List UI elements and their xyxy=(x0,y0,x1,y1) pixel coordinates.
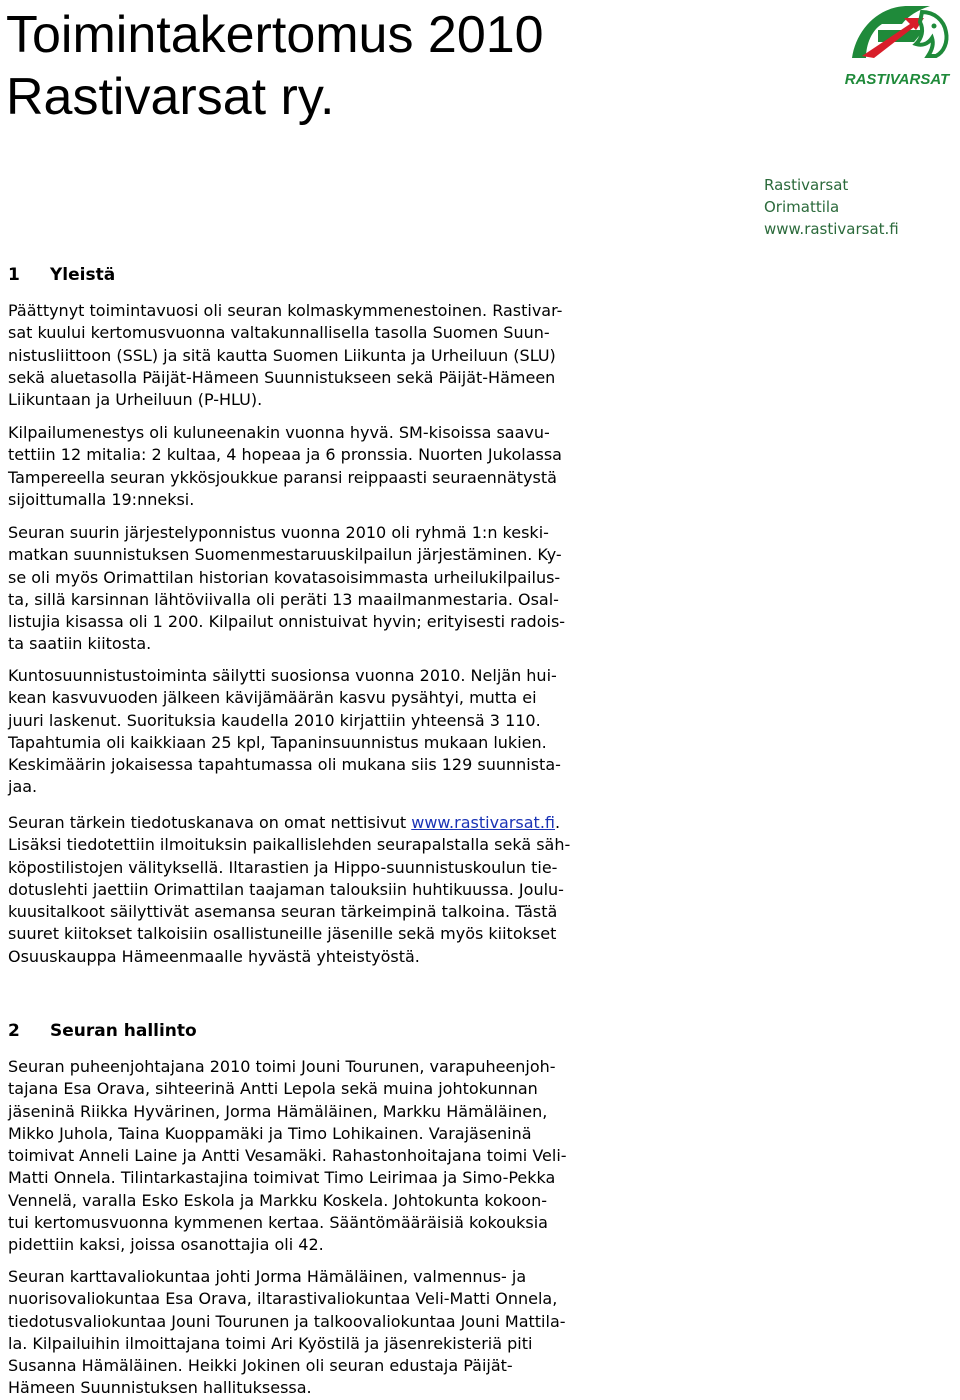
text-line: kean kasvuvuoden jälkeen kävijämäärän kasvu pysähtyi, mutta ei xyxy=(8,688,537,708)
text-line: tui kertomusvuonna kymmenen kertaa. Sääntömääräisiä kokouksia xyxy=(8,1213,548,1233)
document-title xyxy=(6,4,544,128)
text-line: Päättynyt toimintavuosi oli seuran kolmaskymmenestoinen. Rastivar- xyxy=(8,301,563,320)
rastivarsat-logo xyxy=(838,0,956,92)
text-line: pidettiin kaksi, joissa osanottajia oli 42. xyxy=(8,1235,324,1255)
text-line: kuusitalkoot säilyttivät asemansa seuran tärkeimpinä talkoina. Tästä xyxy=(8,902,558,922)
text-line: Mikko Juhola, Taina Kuoppamäki ja Timo Lohikainen. Varajäseninä xyxy=(8,1123,532,1143)
text-line: Seuran suurin järjestelyponnistus vuonna 2010 oli ryhmä 1:n keski- xyxy=(8,523,549,542)
section-2-heading xyxy=(8,1020,197,1042)
text-line: jaa. xyxy=(8,777,38,797)
text-line: Susanna Hämäläinen. Heikki Jokinen oli seuran edustaja Päijät- xyxy=(8,1356,513,1376)
contact-web: www.rastivarsat.fi xyxy=(764,220,899,238)
section-1-heading xyxy=(8,264,115,286)
text-line: Vennelä, varalla Esko Eskola ja Markku Koskela. Johtokunta kokoon- xyxy=(8,1190,547,1210)
text-line: tettiin 12 mitalia: 2 kultaa, 4 hopeaa ja 6 pronssia. Nuorten Jukolassa xyxy=(8,445,562,465)
text-line: Tapahtumia oli kaikkiaan 25 kpl, Tapaninsuunnistus mukaan lukien. xyxy=(8,732,547,752)
text-line: Seuran puheenjohtajana 2010 toimi Jouni Tourunen, varapuheenjoh- xyxy=(8,1057,556,1076)
text-line: sijoittumalla 19:nneksi. xyxy=(8,489,195,509)
section-1-paragraph-4 xyxy=(8,665,668,799)
text-line: tiedotusvaliokuntaa Jouni Tourunen ja talkoovaliokuntaa Jouni Mattila- xyxy=(8,1311,566,1331)
section-1-paragraph-3 xyxy=(8,522,668,656)
text-segment: Seuran tärkein tiedotuskanava on omat nettisivut xyxy=(8,813,412,832)
section-1-paragraph-1 xyxy=(8,300,668,411)
contact-city: Orimattila xyxy=(764,198,840,216)
website-link[interactable]: www.rastivarsat.fi xyxy=(411,813,555,832)
section-1-title: Yleistä xyxy=(50,265,116,285)
text-line: juuri laskenut. Suorituksia kaudella 2010 kirjattiin yhteensä 3 110. xyxy=(8,710,541,730)
text-line: nistusliittoon (SSL) ja sitä kautta Suomen Liikunta ja Urheiluun (SLU) xyxy=(8,345,556,365)
text-line: Keskimäärin jokaisessa tapahtumassa oli mukana siis 129 suunnista- xyxy=(8,755,561,775)
text-line: Kilpailumenestys oli kuluneenakin vuonna hyvä. SM-kisoissa saavu- xyxy=(8,423,550,442)
contact-block xyxy=(764,174,899,240)
text-line xyxy=(8,812,668,834)
text-line: tajana Esa Orava, sihteerinä Antti Lepola sekä muina johtokunnan xyxy=(8,1079,538,1099)
text-line: köpostilistojen välityksellä. Iltarastien ja Hippo-suunnistuskoulun tie- xyxy=(8,857,558,877)
section-1-paragraph-5 xyxy=(8,812,668,968)
text-line: Tampereella seuran ykkösjoukkue paransi reippaasti seuraennätystä xyxy=(8,467,557,487)
text-line: Seuran karttavaliokuntaa johti Jorma Hämäläinen, valmennus- ja xyxy=(8,1267,527,1286)
text-line: la. Kilpailuihin ilmoittajana toimi Ari Kyöstilä ja jäsenrekisteriä piti xyxy=(8,1333,533,1353)
section-2-paragraph-2 xyxy=(8,1266,668,1400)
section-2-number: 2 xyxy=(8,1021,20,1041)
text-line: se oli myös Orimattilan historian kovatasoisimmasta urheilukilpailus- xyxy=(8,567,561,587)
text-line: toimivat Anneli Laine ja Antti Vesamäki. Rahastonhoitajana toimi Veli- xyxy=(8,1146,567,1166)
title-line-2: Rastivarsat ry. xyxy=(6,68,335,126)
text-line: sat kuului kertomusvuonna valtakunnallisella tasolla Suomen Suun- xyxy=(8,323,550,343)
text-line: Liikuntaan ja Urheiluun (P-HLU). xyxy=(8,390,263,410)
logo-text: RASTIVARSAT xyxy=(844,71,950,88)
contact-org: Rastivarsat xyxy=(764,176,849,194)
text-line: jäseninä Riikka Hyvärinen, Jorma Hämäläinen, Markku Hämäläinen, xyxy=(8,1101,548,1121)
text-line: nuorisovaliokuntaa Esa Orava, iltarastivaliokuntaa Veli-Matti Onnela, xyxy=(8,1289,558,1309)
text-line: ta saatiin kiitosta. xyxy=(8,634,152,654)
text-line: listujia kisassa oli 1 200. Kilpailut onnistuivat hyvin; erityisesti radois- xyxy=(8,612,566,632)
text-segment: . xyxy=(555,813,561,832)
logo-graphic xyxy=(838,0,956,92)
text-line: dotuslehti jaettiin Orimattilan taajaman talouksiin huhtikuussa. Joulu- xyxy=(8,879,564,899)
section-1-paragraph-2 xyxy=(8,422,668,511)
text-line: Kuntosuunnistustoiminta säilytti suosionsa vuonna 2010. Neljän hui- xyxy=(8,666,557,685)
title-line-1: Toimintakertomus 2010 xyxy=(6,6,544,64)
text-line: Hämeen Suunnistuksen hallituksessa. xyxy=(8,1378,312,1398)
text-line: ta, sillä karsinnan lähtöviivalla oli peräti 13 maailmanmestaria. Osal- xyxy=(8,589,559,609)
text-line: Lisäksi tiedotettiin ilmoituksin paikallislehden seurapalstalla sekä säh- xyxy=(8,835,571,855)
section-2-paragraph-1 xyxy=(8,1056,668,1257)
section-1-number: 1 xyxy=(8,265,20,285)
section-2-title: Seuran hallinto xyxy=(50,1021,197,1041)
text-line: Osuuskauppa Hämeenmaalle hyvästä yhteistyöstä. xyxy=(8,946,420,966)
text-line: matkan suunnistuksen Suomenmestaruuskilpailun järjestäminen. Ky- xyxy=(8,545,562,565)
text-line: sekä aluetasolla Päijät-Hämeen Suunnistukseen sekä Päijät-Hämeen xyxy=(8,367,556,387)
text-line: Matti Onnela. Tilintarkastajina toimivat Timo Leirimaa ja Simo-Pekka xyxy=(8,1168,556,1188)
text-line: suuret kiitokset talkoisiin osallistuneille jäsenille sekä myös kiitokset xyxy=(8,924,557,944)
